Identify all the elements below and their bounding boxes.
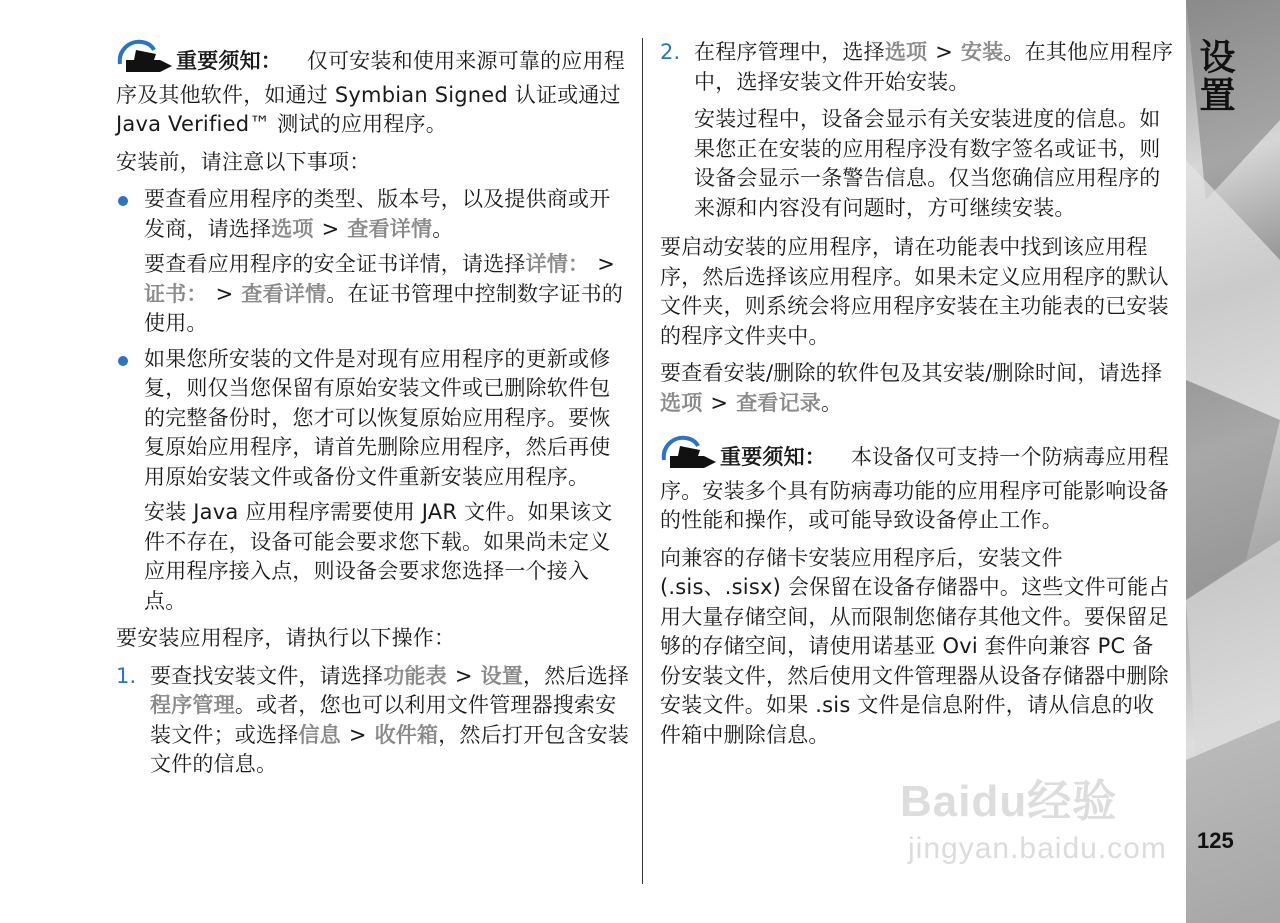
menu-separator: > (348, 722, 367, 747)
menu-separator: > (935, 40, 954, 64)
menu-path-details: 详情： (525, 252, 590, 276)
menu-path-options: 选项 (271, 216, 314, 241)
step-text: 要查找安装文件，请选择 (150, 663, 384, 688)
step-number: 2. (660, 40, 681, 64)
menu-separator: > (454, 663, 473, 688)
section-sidebar (1186, 0, 1280, 923)
menu-separator: > (710, 390, 729, 415)
menu-separator: > (215, 281, 234, 306)
important-note (116, 38, 630, 140)
bullet-sub-paragraph (144, 250, 630, 339)
menu-path-view-log: 查看记录 (736, 390, 822, 415)
step-number: 1. (116, 663, 137, 688)
punctuation: 。 (432, 216, 454, 241)
watermark-url: jingyan.baidu.com (908, 832, 1167, 865)
list-item (116, 345, 630, 617)
important-note-icon (660, 434, 718, 477)
bullet-text: 要查看应用程序的类型、版本号，以及提供商或开发商，请选择 (144, 187, 611, 241)
section-title: 设置 (1194, 38, 1235, 114)
menu-path-options: 选项 (660, 390, 703, 415)
menu-path-view-details: 查看详情 (347, 216, 433, 241)
menu-separator: > (597, 252, 616, 276)
bullet-icon (118, 196, 128, 206)
precautions-list (116, 185, 630, 616)
bullet-text: 如果您所安装的文件是对现有应用程序的更新或修复，则仅当您保留有原始安装文件或已删除软件包的完整备份时，您才可以恢复原始应用程序。要恢复原始应用程序，请首先删除应用程序，然后再使用原始安装文件或备份文件重新安装应用程序。 (144, 346, 611, 489)
menu-separator: > (321, 216, 340, 241)
bullet-sub-text: 要查看应用程序的安全证书详情，请选择 (144, 252, 526, 276)
punctuation: 。 (821, 390, 843, 415)
menu-path-messaging: 信息 (298, 722, 341, 747)
menu-path-certificates: 证书： (144, 281, 208, 306)
bullet-sub-paragraph (144, 498, 630, 616)
left-column (116, 38, 630, 790)
menu-path-app-manager: 程序管理 (150, 693, 235, 717)
column-divider (642, 38, 643, 884)
step-text: 。或者，您也可以利用文件管理器搜索安装文件；或选择 (150, 693, 617, 747)
note-text: 仅可安装和使用来源可靠的应用程序及其他软件，如通过 Symbian Signed 认证或通过 Java Verified™ 测试的应用程序。 (116, 49, 625, 136)
bullet-sub-text: 安装 Java 应用程序需要使用 JAR 文件。如果该文件不存在，设备可能会要求您下载。如果尚未定义应用程序接入点，则设备会要求您选择一个接入点。 (144, 500, 613, 613)
before-install-text: 安装前，请注意以下事项： (116, 149, 371, 174)
step-sub-paragraph: 安装过程中，设备会显示有关安装进度的信息。如果您正在安装的应用程序没有数字签名或证书，则设备会显示一条警告信息。仅当您确信应用程序的来源和内容没有问题时，方可继续安装。 (694, 107, 1161, 220)
note-heading: 重要须知： (176, 49, 282, 73)
menu-path-install: 安装 (961, 40, 1004, 64)
step-item (660, 38, 1174, 223)
step-item (116, 662, 630, 780)
step-text: 在程序管理中，选择 (694, 40, 885, 64)
menu-path-inbox: 收件箱 (374, 722, 439, 747)
watermark-logo: Baidu经验 (900, 777, 1118, 826)
log-text: 要查看安装/删除的软件包及其安装/删除时间，请选择 (660, 361, 1163, 385)
note-text: 本设备仅可支持一个防病毒应用程序。安装多个具有防病毒功能的应用程序可能影响设备的性能和操作，或可能导致设备停止工作。 (660, 445, 1169, 532)
right-column (660, 38, 1174, 758)
important-note (660, 434, 1174, 536)
install-log-text (660, 359, 1174, 418)
storage-text: 向兼容的存储卡安装应用程序后，安装文件 (.sis、.sisx) 会保留在设备存储器中。这些文件可能占用大量存储空间，从而限制您储存其他文件。要保留足够的存储空间，请使用诺基亚 Ovi 套件向兼容 PC 备份安装文件，然后使用文件管理器从设备存储器中删除安装文件。如果 .sis 文件是信息附件，请从信息的收件箱中删除信息。 (660, 545, 1170, 747)
menu-path-settings: 设置 (480, 663, 524, 688)
step-text: ，然后打开包含安装文件的信息。 (150, 722, 630, 776)
bullet-icon (118, 356, 128, 366)
list-item (116, 185, 630, 339)
menu-path-view-details: 查看详情 (241, 281, 327, 306)
important-note-icon (116, 38, 174, 81)
note-heading: 重要须知： (720, 445, 826, 469)
step-text: 。在其他应用程序中，选择安装文件开始安装。 (694, 40, 1174, 94)
install-intro-text: 要安装应用程序，请执行以下操作： (116, 626, 456, 650)
menu-path-menu: 功能表 (383, 663, 447, 688)
bullet-sub-end: 。在证书管理中控制数字证书的使用。 (144, 281, 624, 335)
install-steps-continued (660, 38, 1174, 223)
launch-app-text: 要启动安装的应用程序，请在功能表中找到该应用程序，然后选择该应用程序。如果未定义应用程序的默认文件夹，则系统会将应用程序安装在主功能表的已安装的程序文件夹中。 (660, 235, 1169, 348)
menu-path-options: 选项 (884, 40, 928, 64)
step-text: ，然后选择 (523, 663, 630, 688)
page-number: 125 (1197, 828, 1234, 853)
install-steps (116, 662, 630, 780)
